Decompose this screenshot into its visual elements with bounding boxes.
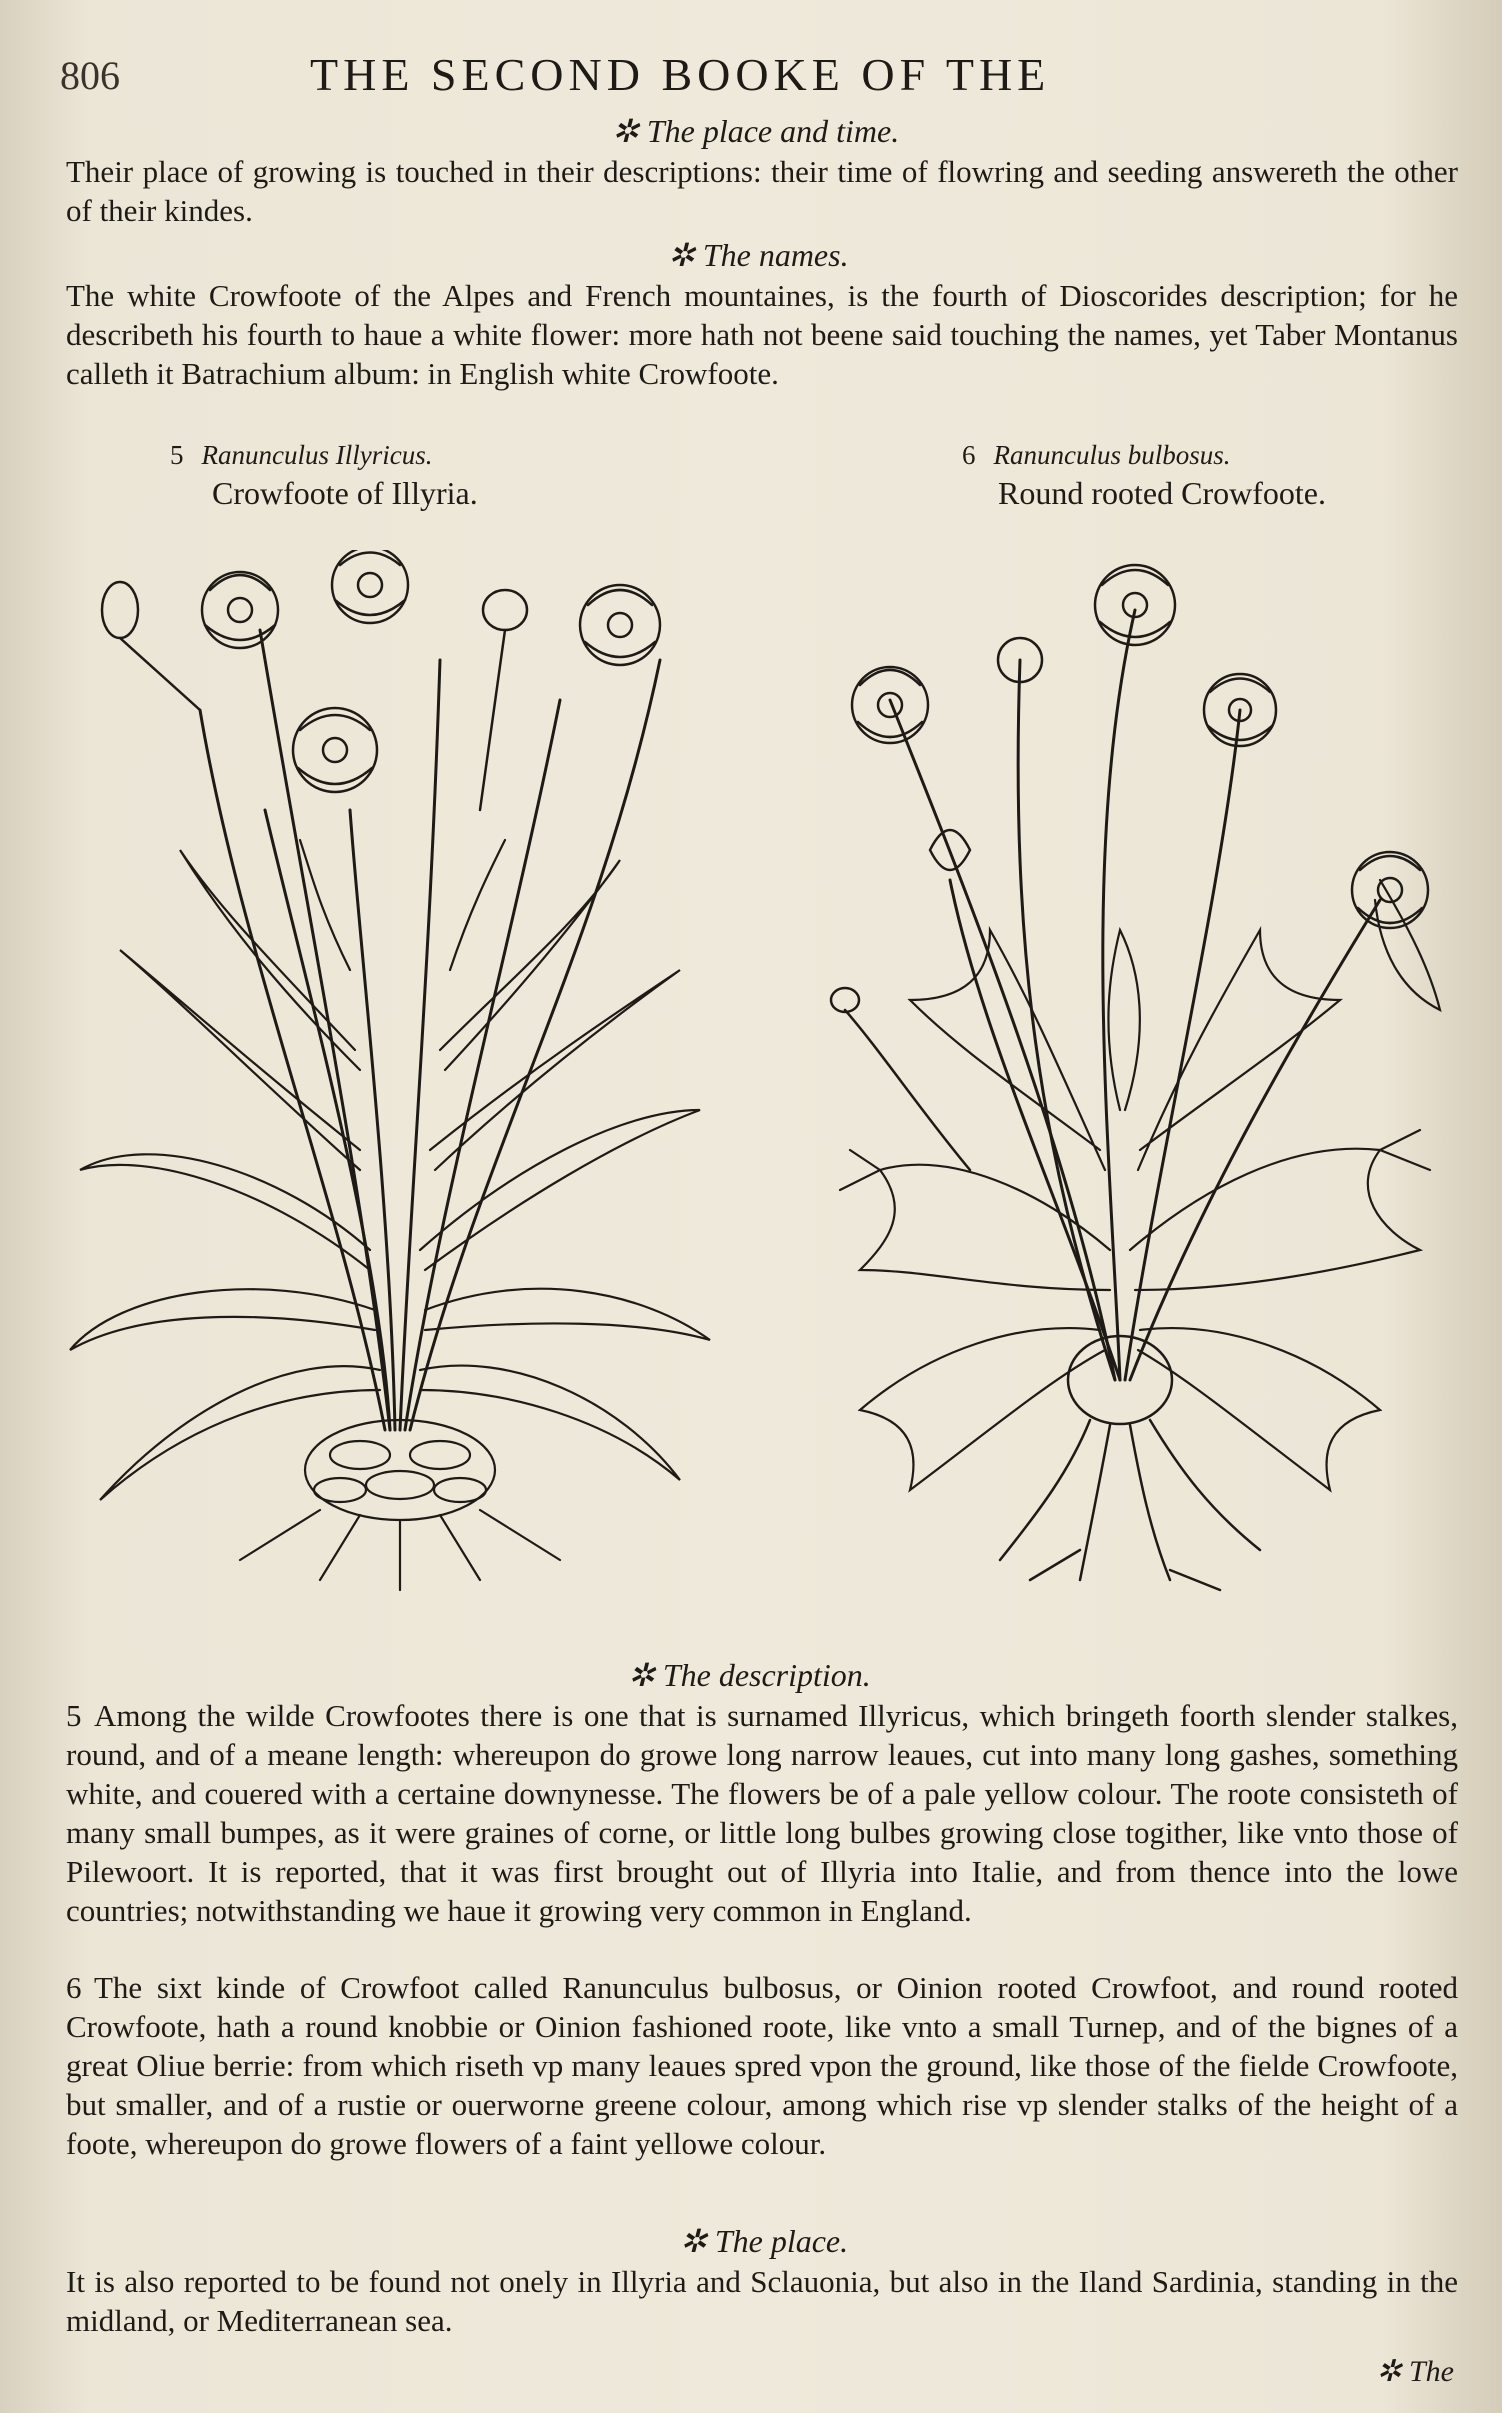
page-number: 806 (60, 53, 120, 98)
running-title: THE SECOND BOOKE OF THE (310, 49, 1051, 100)
description-5-text: Among the wilde Crowfootes there is one that is surnamed Illyricus, which bringeth foorth slender stalkes, round, and of a meane length: whereupon do growe long narrow leaues, cut into many long gashes, something white, and couered with a certaine downynesse. The flowers be of a pale yellow colour. The roote consisteth of many small bumpes, as it were graines of corne, or little long bulbes growing close togither, like vnto those of Pilewoort. It is reported, that it was first brought out of Illyria into Italie, and from thence into the lowe countries; notwithstanding we haue it growing very common in England. (66, 1698, 1458, 1928)
figure-5-english-name: Crowfoote of Illyria. (212, 475, 478, 511)
figure-6-caption (962, 440, 1326, 512)
page-header (60, 48, 1480, 108)
figure-5-number: 5 (170, 440, 184, 470)
place-time-heading: ✲ The place and time. (612, 113, 900, 149)
woodcut-ranunculus-bulbosus (820, 550, 1450, 1610)
place-paragraph: It is also reported to be found not onely in Illyria and Sclauonia, but also in the Iland Sardinia, standing in the midland, or Mediterranean sea. (66, 2264, 1458, 2338)
figure-6-number: 6 (962, 440, 976, 470)
names-paragraph: The white Crowfoote of the Alpes and French mountaines, is the fourth of Dioscorides description; for he describeth his fourth to haue a white flower: more hath not beene said touching the names, yet Taber Montanus calleth it Batrachium album: in English white Crowfoote. (66, 278, 1458, 391)
catchword: ✲ The (1376, 2355, 1454, 2388)
figure-6-latin-name: Ranunculus bulbosus. (993, 440, 1231, 470)
description-heading: ✲ The description. (628, 1657, 871, 1693)
place-heading: ✲ The place. (680, 2223, 849, 2259)
place-time-paragraph: Their place of growing is touched in their descriptions: their time of flowring and seeding answereth the other of their kindes. (66, 154, 1458, 228)
names-heading: ✲ The names. (668, 237, 849, 273)
figure-5-latin-name: Ranunculus Illyricus. (201, 440, 433, 470)
description-paragraph-6 (66, 1968, 1458, 2163)
description-6-text: The sixt kinde of Crowfoot called Ranunculus bulbosus, or Oinion rooted Crowfoot, and round rooted Crowfoote, hath a round knobbie or Oinion fashioned roote, like vnto a small Turnep, and of the bignes of a great Oliue berrie: from which riseth vp many leaues spred vpon the ground, like those of the fielde Crowfoote, but smaller, and of a rustie or ouerworne greene colour, among which rise vp slender stalks of the height of a foote, whereupon do growe flowers of a faint yellowe colour. (66, 1970, 1458, 2161)
woodcut-ranunculus-illyricus (60, 550, 720, 1610)
figure-5-caption (170, 440, 478, 512)
description-paragraph-5 (66, 1696, 1458, 1930)
paragraph-number-6: 6 (66, 1970, 82, 2005)
figure-6-english-name: Round rooted Crowfoote. (998, 475, 1326, 511)
paragraph-number-5: 5 (66, 1698, 82, 1733)
